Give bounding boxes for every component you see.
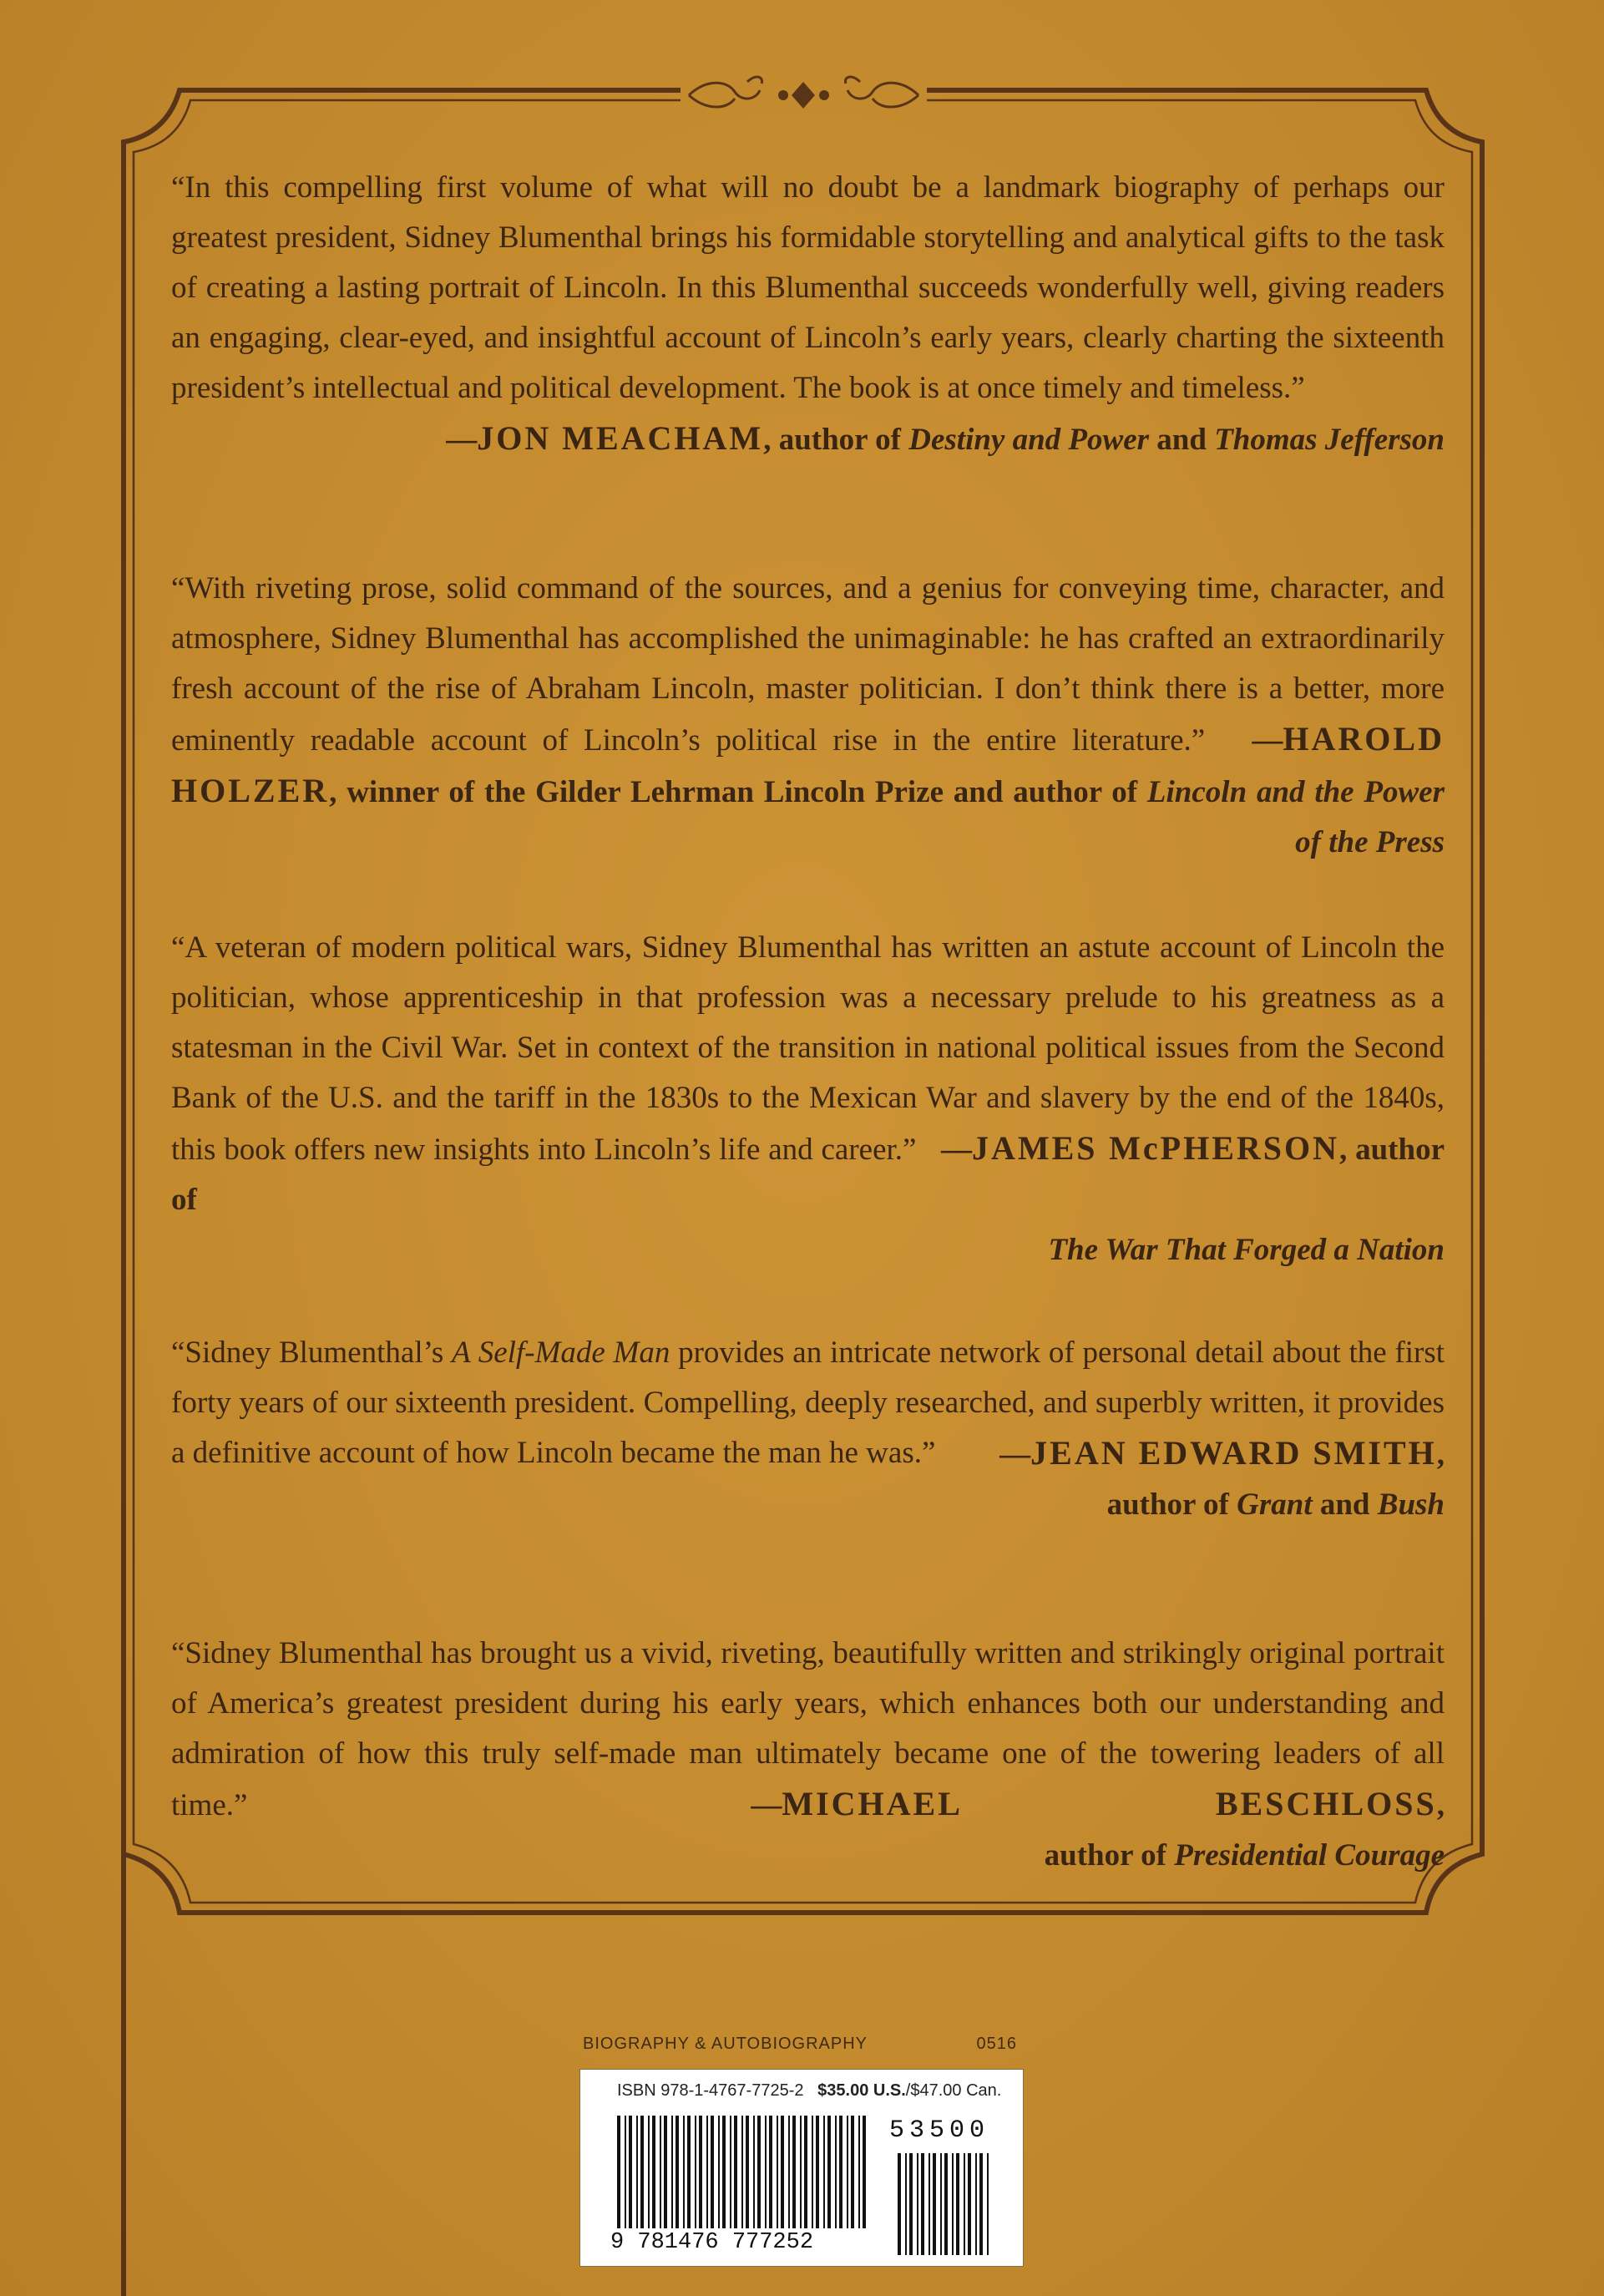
- attribution-dash: —: [940, 1133, 972, 1167]
- barcode-bar: [741, 2116, 743, 2228]
- barcode-bar: [687, 2116, 691, 2228]
- ean-digits: 9 781476 777252: [610, 2230, 814, 2255]
- barcode-bar: [928, 2153, 930, 2255]
- attribution-name: JAMES McPHERSON: [971, 1129, 1340, 1167]
- attribution-role-line: [171, 1831, 1445, 1881]
- barcode-bar: [781, 2116, 784, 2228]
- quote-text: “With riveting prose, solid command of the sources, and a genius for conveying time, character, and atmosphere, Sidney Blumenthal has accomplished the unimaginable: he has crafted an extraordinarily fresh account of the rise of Abraham Lincoln, master politician. I don’t think there is a better, more eminently readable account of Lincoln’s political rise in the entire literature.”: [171, 571, 1445, 758]
- barcode-bar: [664, 2116, 667, 2228]
- barcode-bar: [676, 2116, 679, 2228]
- barcode-bar: [753, 2116, 755, 2228]
- quote-text: “Sidney Blumenthal has brought us a vivid, riveting, beautifully written and strikingly original portrait of America’s greatest president during his early years, which enhances both our understanding and admiration of how this truly self-made man ultimately became one of the towering leaders of all time.”: [171, 1636, 1445, 1822]
- barcode-bar: [640, 2116, 644, 2228]
- barcode-bar: [788, 2116, 790, 2228]
- quote-with-attribution: [171, 564, 1445, 868]
- barcode-bar: [933, 2153, 936, 2255]
- barcode-bar: [660, 2116, 661, 2228]
- barcode-bar: [711, 2116, 714, 2228]
- quote-part: provides an intricate network of personal detail about the first forty years of our sixteenth president. Compelling, deeply researched, and superbly written, it provides a definitive account of how Lincoln became the man he was.”: [171, 1336, 1445, 1470]
- barcode-bar: [718, 2116, 720, 2228]
- quote-text: “A veteran of modern political wars, Sidney Blumenthal has written an astute account of Lincoln the politician, whose apprenticeship in that profession was a necessary prelude to his greatness as a statesman in the Civil War. Set in context of the transition in national political issues from the Second Bank of the U.S. and the tariff in the 1830s to the Mexican War and slavery by the end of the 1840s, this book offers new insights into Lincoln’s life and career.”: [171, 930, 1445, 1167]
- category-label: BIOGRAPHY & AUTOBIOGRAPHY: [583, 2035, 868, 2053]
- attribution-role: , author of: [171, 1133, 1445, 1217]
- barcode-bar: [987, 2153, 989, 2255]
- price-us: $35.00 U.S.: [817, 2081, 906, 2100]
- barcode-bar: [816, 2116, 819, 2228]
- barcode-bar: [629, 2116, 632, 2228]
- isbn: ISBN 978-1-4767-7725-2: [617, 2081, 804, 2100]
- barcode-bar: [909, 2153, 913, 2255]
- attribution-dash: —: [999, 1437, 1031, 1472]
- barcode-bar: [964, 2153, 965, 2255]
- attribution-conjunction: and: [1149, 423, 1215, 457]
- barcode-bar: [812, 2116, 813, 2228]
- attribution-dash: —: [1252, 723, 1283, 758]
- book-title: Lincoln and the Power of the Press: [1146, 775, 1445, 859]
- barcode-label: [579, 2069, 1024, 2267]
- quote-text: “In this compelling first volume of what will no doubt be a landmark biography of perhaps our greatest president, Sidney Blumenthal brings his formidable storytelling and analytical gifts to the task of creating a lasting portrait of Lincoln. In this Blumenthal succeeds wonderfully well, giving readers an engaging, clear-eyed, and insightful account of Lincoln’s early years, clearly charting the sixteenth president’s intellectual and political development. The book is at once timely and timeless.”: [171, 170, 1445, 405]
- blurb-beschloss: [171, 1629, 1445, 1881]
- book-title: Grant: [1237, 1488, 1313, 1522]
- barcode-bar: [648, 2116, 650, 2228]
- barcode-bar: [769, 2116, 772, 2228]
- barcode-bar: [617, 2116, 620, 2228]
- barcode-bar: [652, 2116, 655, 2228]
- blurb-meacham: [171, 163, 1445, 465]
- blurb-smith: [171, 1328, 1445, 1530]
- barcode-bar: [683, 2116, 685, 2228]
- barcode-bar: [858, 2116, 860, 2228]
- attribution-name: MICHAEL BESCHLOSS: [782, 1785, 1437, 1822]
- barcode-bar: [905, 2153, 907, 2255]
- barcode-bar: [792, 2116, 796, 2228]
- barcode-bar: [746, 2116, 749, 2228]
- price-can: /$47.00 Can.: [905, 2081, 1002, 2100]
- barcode-bar: [968, 2153, 971, 2255]
- barcode-bar: [730, 2116, 731, 2228]
- barcode-bar: [804, 2116, 807, 2228]
- barcode-bar: [940, 2153, 942, 2255]
- barcode-bar: [823, 2116, 825, 2228]
- barcode-bar: [777, 2116, 778, 2228]
- attribution-name: HAROLD HOLZER: [171, 720, 1445, 809]
- barcode-bar: [952, 2153, 954, 2255]
- barcode-bar: [800, 2116, 802, 2228]
- barcode-bar: [975, 2153, 977, 2255]
- barcode-bar: [765, 2116, 767, 2228]
- barcode-bar: [671, 2116, 673, 2228]
- addon-digits: 53500: [888, 2116, 989, 2145]
- barcode-bar: [722, 2116, 726, 2228]
- barcode-bar: [757, 2116, 761, 2228]
- book-title: Bush: [1377, 1488, 1445, 1522]
- barcode-bar: [921, 2153, 924, 2255]
- attribution-conjunction: and: [1312, 1488, 1378, 1522]
- barcode-bar: [827, 2116, 831, 2228]
- barcode-bar: [979, 2153, 983, 2255]
- book-title: A Self-Made Man: [452, 1336, 670, 1370]
- attribution: [171, 413, 1445, 465]
- attribution-name: JEAN EDWARD SMITH: [1030, 1434, 1437, 1472]
- barcode-bar: [695, 2116, 696, 2228]
- barcode-bar: [847, 2116, 848, 2228]
- attribution-dash: —: [446, 423, 478, 457]
- attribution-comma: ,: [1436, 1437, 1445, 1472]
- attribution-role: , winner of the Gilder Lehrman Lincoln Prize and author of: [329, 775, 1147, 809]
- attribution-role: author of: [1044, 1838, 1175, 1873]
- barcode-bar: [835, 2116, 837, 2228]
- barcode-bar: [636, 2116, 638, 2228]
- barcode-bar: [917, 2153, 918, 2255]
- barcode-bar: [863, 2116, 866, 2228]
- attribution-role: , author of: [763, 423, 909, 457]
- barcode-bar: [839, 2116, 842, 2228]
- book-title: Presidential Courage: [1174, 1838, 1445, 1873]
- book-title: Thomas Jefferson: [1214, 423, 1445, 457]
- barcode-bar: [898, 2153, 901, 2255]
- attribution-name: JON MEACHAM: [477, 419, 764, 457]
- category-code: 0516: [976, 2035, 1017, 2053]
- barcode-bar: [625, 2116, 626, 2228]
- book-title: The War That Forged a Nation: [1048, 1233, 1445, 1267]
- barcode-bar: [699, 2116, 702, 2228]
- category-line: [583, 2035, 1017, 2054]
- attribution-work-line: [171, 1225, 1445, 1275]
- attribution-comma: ,: [1436, 1788, 1445, 1822]
- barcode-bar: [734, 2116, 737, 2228]
- barcode-bar: [944, 2153, 948, 2255]
- attribution-dash: —: [751, 1788, 782, 1822]
- blurb-mcpherson: [171, 923, 1445, 1275]
- barcode-bar: [956, 2153, 959, 2255]
- quote-part: “Sidney Blumenthal’s: [171, 1336, 453, 1370]
- attribution-role: author of: [1106, 1488, 1237, 1522]
- attribution-role-line: [171, 1480, 1445, 1530]
- blurb-holzer: [171, 564, 1445, 868]
- quote-with-attribution: [171, 1629, 1445, 1831]
- book-title: Destiny and Power: [908, 423, 1150, 457]
- barcode-bar: [706, 2116, 708, 2228]
- quote-with-attribution: [171, 923, 1445, 1225]
- barcode-bar: [851, 2116, 854, 2228]
- attribution: [751, 1785, 1445, 1822]
